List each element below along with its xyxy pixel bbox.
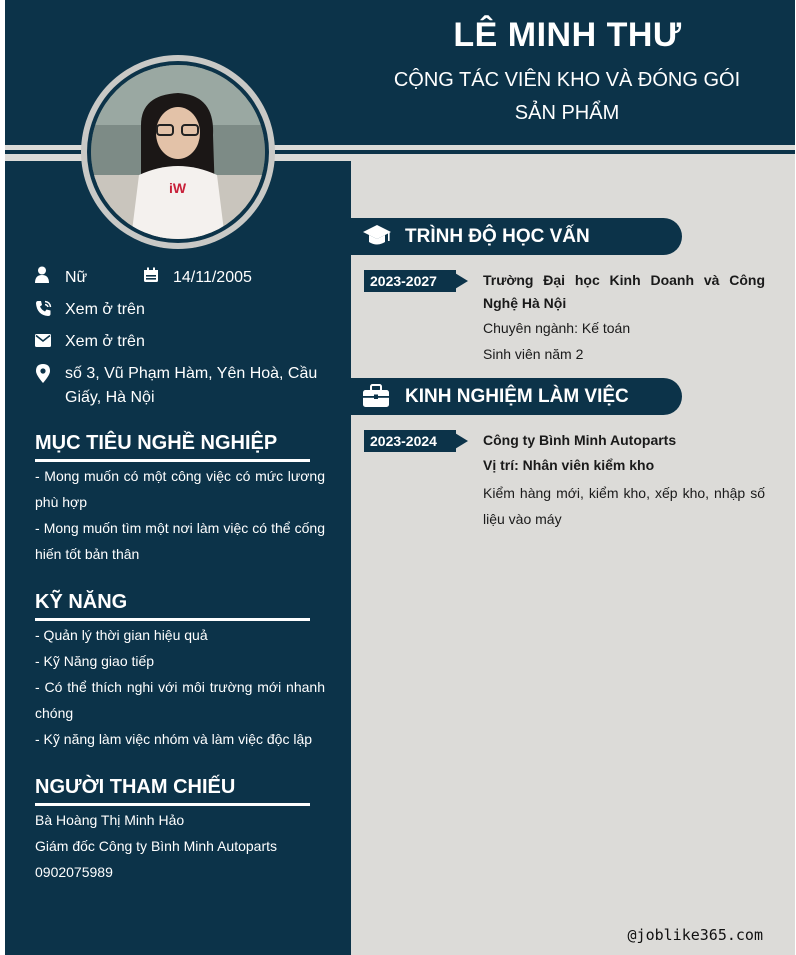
- reference-line: 0902075989: [35, 864, 113, 880]
- education-years: 2023-2027: [364, 270, 456, 292]
- reference-line: Bà Hoàng Thị Minh Hảo: [35, 812, 185, 828]
- objective-item: - Mong muốn tìm một nơi làm việc có thể cống hiến tốt bản thân: [35, 520, 325, 562]
- watermark: @joblike365.com: [627, 926, 763, 944]
- experience-years-arrow: [450, 430, 468, 452]
- phone-icon: [35, 300, 53, 318]
- experience-position: Vị trí: Nhân viên kiểm kho: [483, 457, 655, 473]
- education-major: Chuyên ngành: Kế toán: [483, 320, 631, 336]
- cv-page: [5, 0, 795, 955]
- objective-item: - Mong muốn có một công việc có mức lương phù hợp: [35, 468, 325, 510]
- education-banner: [351, 218, 682, 255]
- objective-divider: [35, 459, 310, 462]
- briefcase-icon: [363, 384, 389, 413]
- references-divider: [35, 803, 310, 806]
- objective-list: [35, 463, 325, 567]
- experience-years: 2023-2024: [364, 430, 456, 452]
- experience-heading: KINH NGHIỆM LÀM VIỆC: [405, 386, 629, 407]
- skills-divider: [35, 618, 310, 621]
- candidate-name: LÊ MINH THƯ: [453, 16, 682, 54]
- person-icon: [35, 266, 53, 284]
- gender-value: Nữ: [65, 269, 88, 286]
- graduation-cap-icon: [363, 224, 391, 253]
- reference-line: Giám đốc Công ty Bình Minh Autoparts: [35, 838, 278, 854]
- skills-list: [35, 622, 325, 752]
- skill-item: - Quản lý thời gian hiệu quả: [35, 627, 208, 643]
- skills-heading: KỸ NĂNG: [35, 591, 128, 613]
- education-years-arrow: [450, 270, 468, 292]
- skill-item: - Kỹ Năng giao tiếp: [35, 653, 155, 669]
- svg-text:iW: iW: [169, 180, 187, 196]
- experience-company: Công ty Bình Minh Autoparts: [483, 432, 677, 448]
- education-year-of-study: Sinh viên năm 2: [483, 346, 584, 362]
- experience-description: Kiểm hàng mới, kiểm kho, xếp kho, nhập số liệu vào máy: [483, 485, 765, 527]
- job-title: CỘNG TÁC VIÊN KHO VÀ ĐÓNG GÓI SẢN PHẨM: [393, 69, 741, 124]
- email-value: Xem ở trên: [65, 333, 145, 350]
- map-pin-icon: [36, 364, 54, 382]
- calendar-icon: [143, 267, 161, 285]
- education-heading: TRÌNH ĐỘ HỌC VẤN: [405, 226, 590, 247]
- education-school: Trường Đại học Kinh Doanh và Công Nghệ Hà Nội: [483, 272, 765, 311]
- profile-photo: [91, 65, 265, 239]
- birthdate-value: 14/11/2005: [173, 269, 252, 286]
- skill-item: - Kỹ năng làm việc nhóm và làm việc độc lập: [35, 731, 313, 747]
- objective-heading: MỤC TIÊU NGHỀ NGHIỆP: [35, 432, 278, 454]
- address-value: số 3, Vũ Phạm Hàm, Yên Hoà, Cầu Giấy, Hà Nội: [65, 365, 318, 406]
- experience-banner: [351, 378, 682, 415]
- phone-value: Xem ở trên: [65, 301, 145, 318]
- skill-item: - Có thể thích nghi với môi trường mới nhanh chóng: [35, 679, 325, 721]
- references-heading: NGƯỜI THAM CHIẾU: [35, 776, 236, 798]
- references-list: [35, 807, 325, 885]
- envelope-icon: [35, 334, 53, 352]
